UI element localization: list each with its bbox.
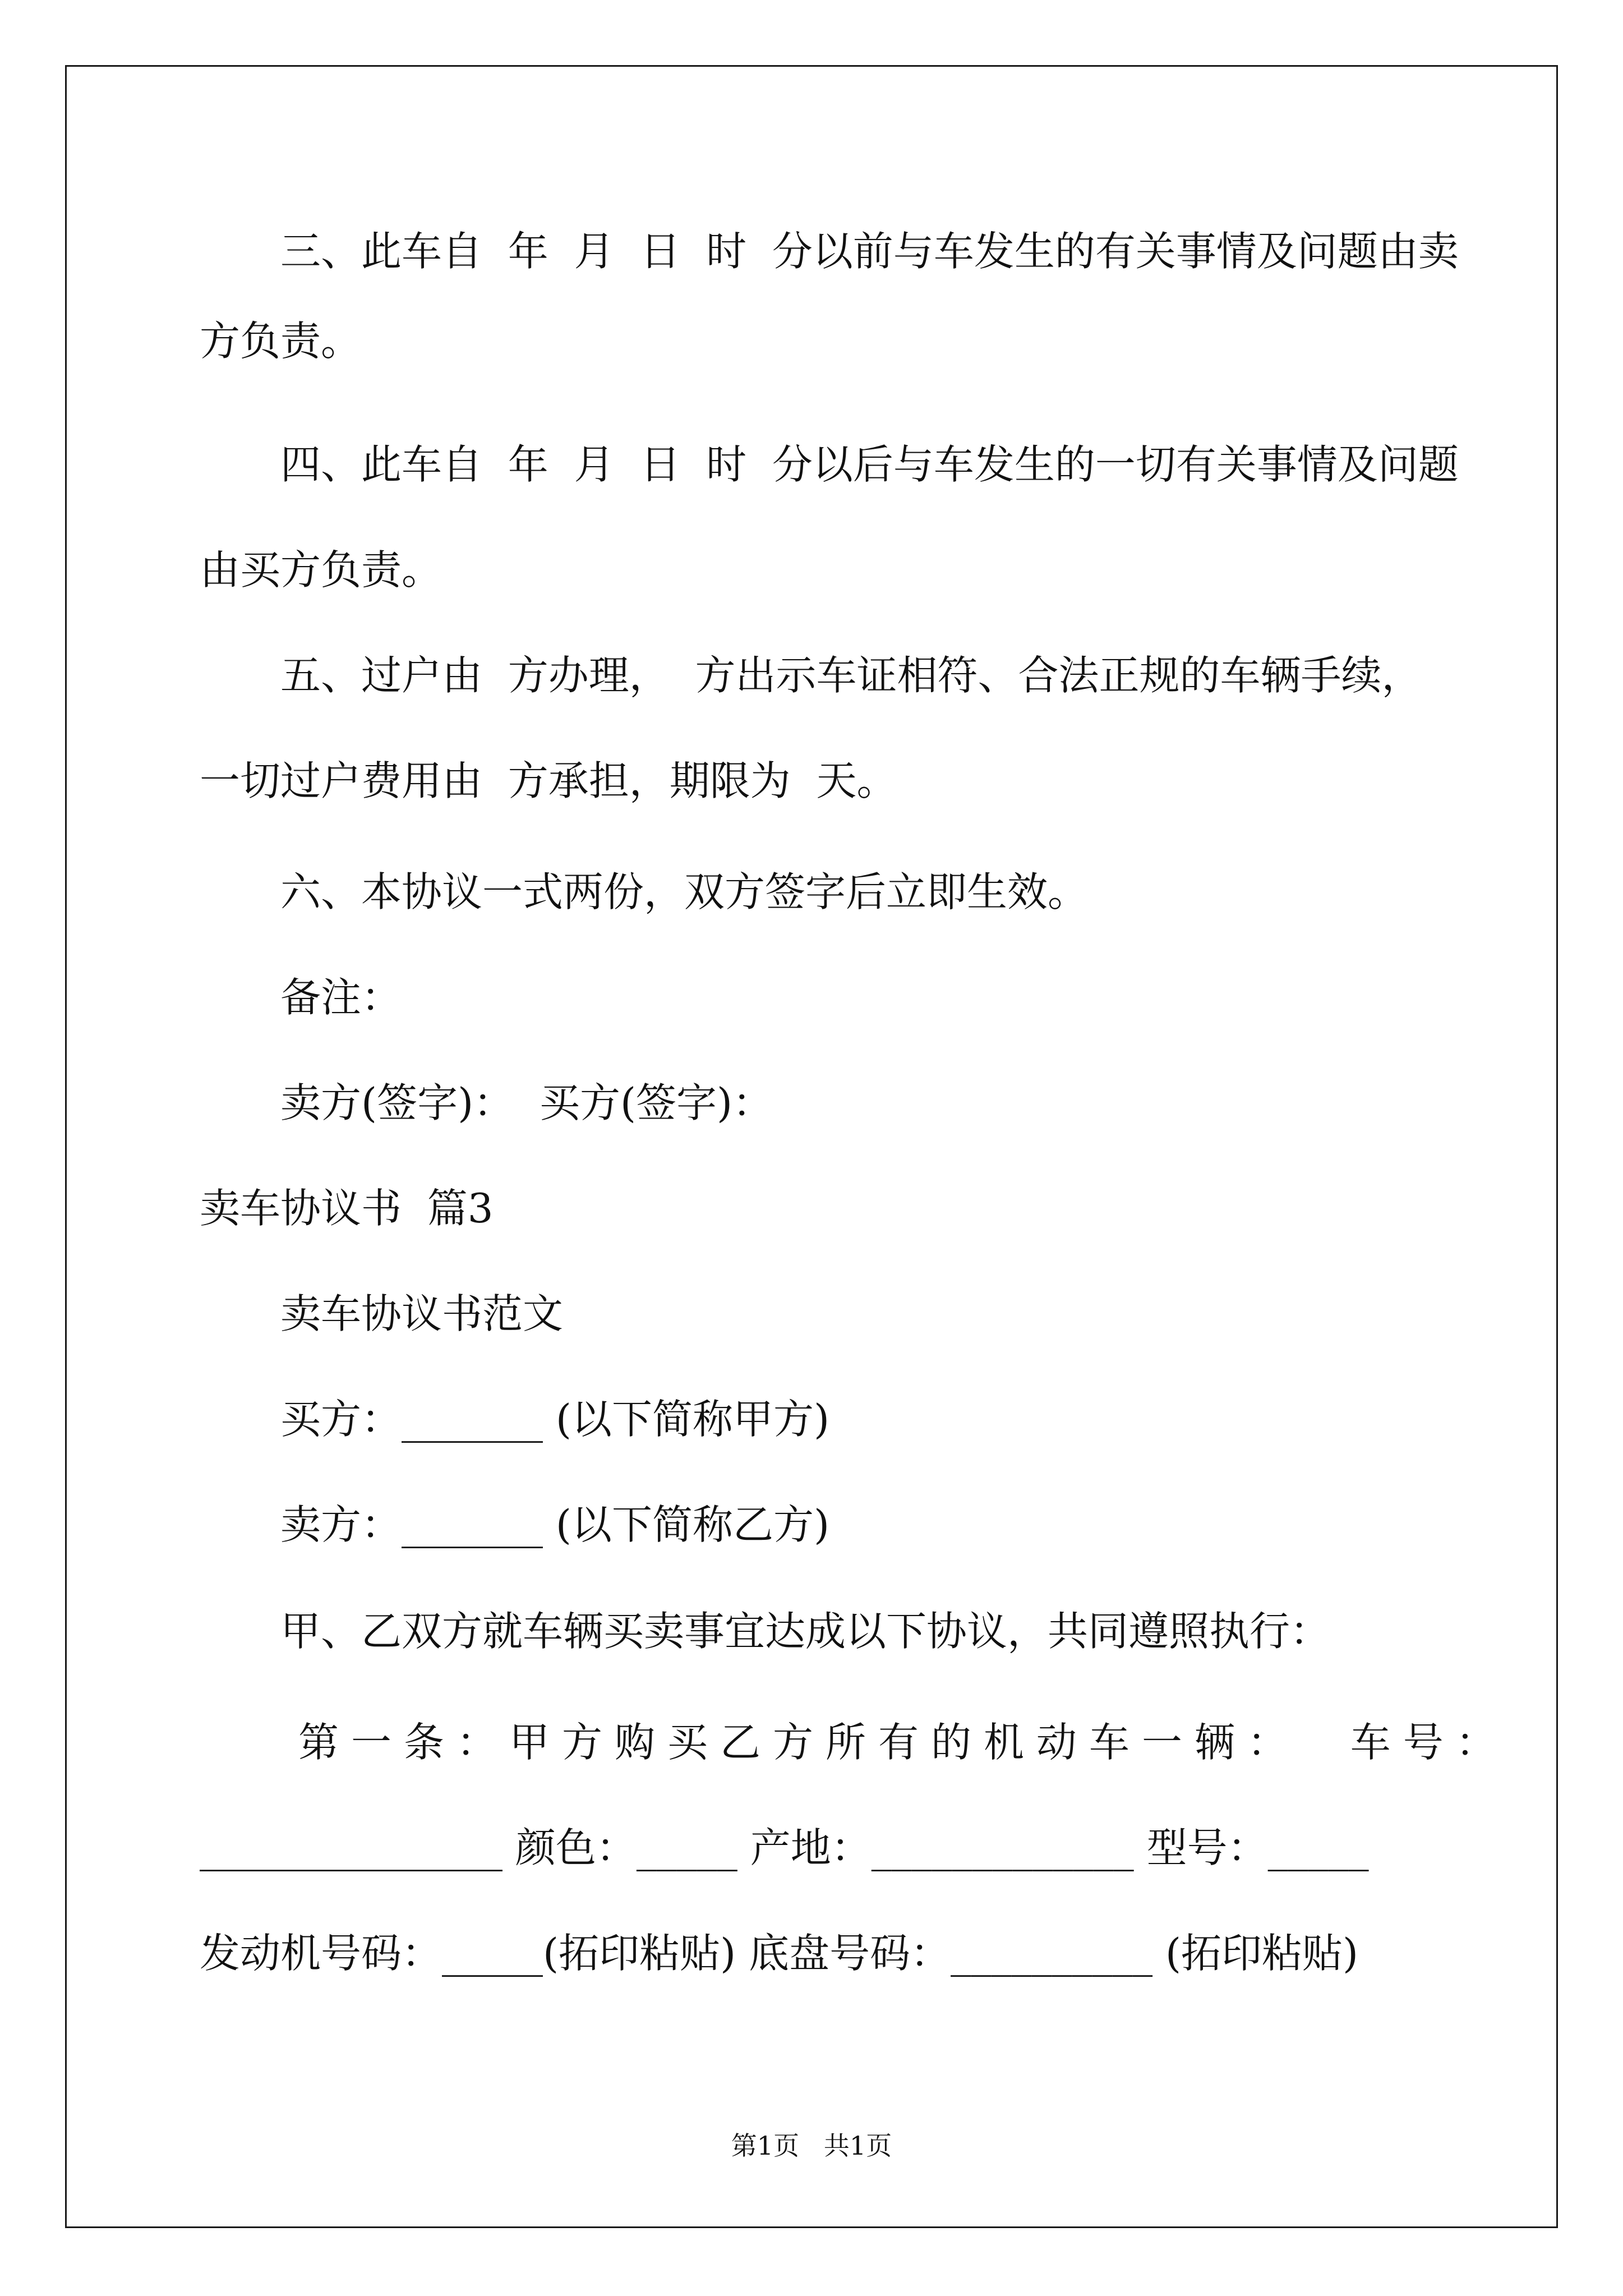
signature-line: 卖方(签字)： 买方(签字)：	[280, 1079, 773, 1126]
clause-five-line-2: 一切过户费用由 方承担，期限为 天。	[200, 757, 897, 804]
article-one-line-3: 发动机号码：_____(拓印粘贴) 底盘号码：__________ (拓印粘贴)	[200, 1930, 1359, 1977]
remarks-label: 备注：	[280, 974, 402, 1021]
page-border	[65, 65, 1558, 2228]
article-one-line-2: _______________ 颜色：_____ 产地：_____________ 型号：_____	[200, 1824, 1369, 1871]
buyer-line: 买方：_______ (以下简称甲方)	[280, 1396, 830, 1443]
clause-four-line-1: 四、此车自 年 月 日 时 分以后与车发生的一切有关事情及问题	[280, 441, 1459, 488]
clause-six: 六、本协议一式两份，双方签字后立即生效。	[280, 868, 1089, 915]
clause-five-line-1: 五、过户由 方办理， 方出示车证相符、合法正规的车辆手续，	[280, 652, 1422, 699]
agreement-intro: 甲、乙双方就车辆买卖事宜达成以下协议，共同遵照执行：	[280, 1608, 1331, 1655]
seller-line: 卖方：_______ (以下简称乙方)	[280, 1501, 830, 1548]
clause-four-line-2: 由买方负责。	[200, 546, 442, 593]
document-title: 卖车协议书范文	[280, 1290, 564, 1337]
page-number-footer: 第1页 共1页	[731, 2131, 892, 2161]
clause-three-line-1: 三、此车自 年 月 日 时 分以前与车发生的有关事情及问题由卖	[280, 228, 1459, 275]
clause-three-line-2: 方负责。	[200, 318, 362, 365]
article-one-line-1: 第一条：甲方购买乙方所有的机动车一辆： 车号：	[298, 1719, 1509, 1766]
section-heading: 卖车协议书 篇3	[200, 1185, 494, 1232]
